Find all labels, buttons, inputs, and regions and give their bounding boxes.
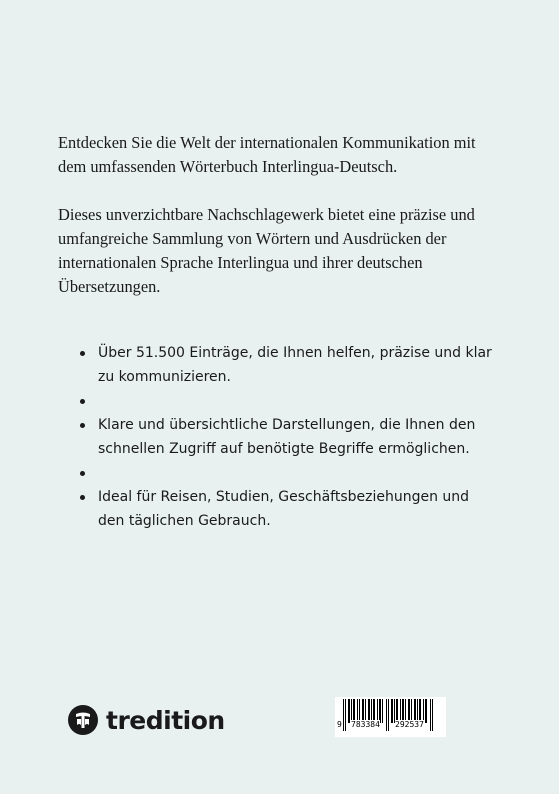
feature-item: Klare und übersichtliche Darstellungen, die Ihnen den schnellen Zugriff auf benötigte Begriffe ermöglichen.	[98, 413, 498, 461]
isbn-barcode	[335, 697, 446, 737]
barcode-first-digit: 9	[337, 720, 342, 729]
tredition-logo-icon	[68, 705, 98, 735]
barcode-digits	[335, 720, 446, 732]
feature-list	[98, 341, 498, 533]
publisher-logo	[68, 705, 225, 735]
feature-item: Ideal für Reisen, Studien, Geschäftsbeziehungen und den täglichen Gebrauch.	[98, 485, 498, 533]
feature-item: Über 51.500 Einträge, die Ihnen helfen, präzise und klar zu kommunizieren.	[98, 341, 498, 389]
description	[58, 131, 498, 323]
barcode-group-1: 783384	[351, 720, 380, 729]
intro-paragraph-1: Entdecken Sie die Welt der internationalen Kommunikation mit dem umfassenden Wörterbuch Interlingua-Deutsch.	[58, 133, 476, 176]
intro-paragraph-2: Dieses unverzichtbare Nachschlagewerk bietet eine präzise und umfangreiche Sammlung von Wörtern und Ausdrücken der internationalen Sprache Interlingua und ihrer deutschen Übersetzungen.	[58, 205, 475, 296]
feature-item	[98, 389, 498, 413]
publisher-name: tredition	[106, 705, 225, 735]
barcode-group-2: 292537	[395, 720, 424, 729]
feature-item	[98, 461, 498, 485]
